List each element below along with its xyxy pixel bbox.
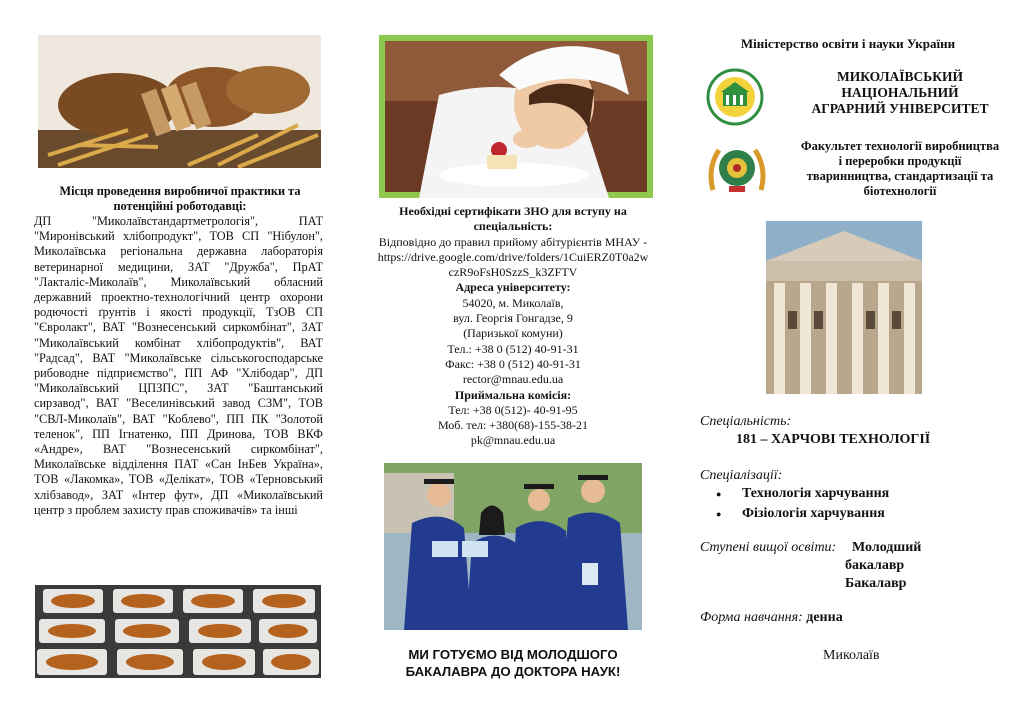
phone: Тел.: +38 0 (512) 40-91-31 — [447, 341, 579, 356]
slogan-line: БАКАЛАВРА ДО ДОКТОРА НАУК! — [405, 664, 621, 679]
faculty-emblem — [703, 140, 771, 196]
university-building-photo — [766, 221, 922, 394]
slogan-line: МИ ГОТУЄМО ВІД МОЛОДШОГО — [408, 647, 618, 662]
list-item: ● Фізіологія харчування — [716, 504, 889, 524]
email-link[interactable]: rector@mnau.edu.ua — [462, 372, 564, 387]
university-name-line: МИКОЛАЇВСЬКИЙ — [836, 69, 964, 84]
zno-link[interactable]: https://drive.google.com/drive/folders/1CuiERZ0T0a2wczR9oFsH0SzzS_k3ZFTV — [377, 249, 649, 280]
fax: Факс: +38 0 (512) 40-91-31 — [445, 356, 581, 371]
commission-title: Приймальна комісія: — [454, 387, 572, 402]
degree-item: бакалавр — [845, 558, 905, 573]
study-form — [700, 610, 843, 626]
practice-text: ДП "Миколаївстандартметрологія", ПАТ "Миронівський хлібопродукт", ТОВ СП "Нібулон", Миколаївська регіональна державна лабораторія ветеринарної медицини, ЗАТ "Дружба", ПрАТ "Лакталіс-Миколаїв", Миколаївський обласний державний проектно-технологічний центр охорони родючості ґрунтів і якості продукції, ТзОВ СП "Євролакт", ВАТ "Вознесенський сиркомбінат", ЗАТ "Миколаївський комбінат хлібопродуктів", ВАТ "Радсад", ВАТ "Миколаївське сільськогосподарське рибоводне підприємство", ПП АФ "Хлібодар", ДП "Миколаївський ЦПЗПС", ЗАТ "Баштанський сирзавод", ВАТ "Веселинівський завод СЗМ", ТОВ "СВЛ-Миколаїв", ВАТ "Коблево", ПП ПК "Золотой теленок", ПП Ігнатенко, ПП Дринова, ТОВ ВКФ «Андре», ВАТ "Вознесенський сиркомбінат", Миколаївське відділення ПАТ «Сан ІнБев Україна», ТОВ «Лакомка», ТОВ «Делікат», ТОВ «Терновський хлібзавод», ЗАТ «Інтер фут», ДП «Миколаївський центр з проблем захисту прав споживачів» та інші — [34, 214, 323, 517]
specialty-label — [700, 414, 791, 430]
commission-email-link[interactable]: pk@mnau.edu.ua — [470, 433, 556, 448]
list-item: ● Технологія харчування — [716, 484, 889, 504]
zno-rules: Відповідно до правил прийому абітурієнтів МНАУ - — [378, 234, 648, 249]
university-name-line: НАЦІОНАЛЬНИЙ — [841, 85, 959, 100]
address-line: вул. Георгія Гонгадзе, 9 — [453, 311, 573, 326]
degree-item: Бакалавр — [845, 576, 907, 591]
specialty-value: 181 – ХАРЧОВІ ТЕХНОЛОГІЇ — [736, 432, 931, 447]
university-name-line: АГРАРНИЙ УНІВЕРСИТЕТ — [811, 101, 989, 116]
address-title: Адреса університету: — [455, 280, 571, 295]
zno-title: Необхідні сертифікати ЗНО для вступу на спеціальність: — [399, 204, 627, 234]
commission-mobile: Моб. тел: +380(68)-155-38-21 — [437, 418, 589, 433]
degrees-label — [700, 540, 836, 556]
commission-phone: Тел: +38 0(512)- 40-91-95 — [448, 402, 578, 417]
specialty-label-text: Спеціальність: — [700, 414, 792, 429]
study-form-label: Форма навчання: — [700, 610, 803, 625]
degree-item: Молодший — [852, 540, 922, 555]
buffet-dishes-photo — [35, 585, 321, 678]
specializations-label-text: Спеціалізації: — [700, 468, 783, 483]
city: Миколаїв — [823, 648, 880, 663]
university-name — [790, 69, 1010, 117]
ministry-title: Міністерство освіти і науки України — [740, 36, 956, 51]
chef-photo — [379, 35, 653, 198]
bread-wheat-photo — [38, 35, 321, 168]
address-line: 54020, м. Миколаїв, — [462, 295, 564, 310]
specializations-list — [716, 484, 889, 524]
graduates-photo — [384, 463, 642, 630]
zno-section — [372, 204, 654, 449]
university-logo — [703, 68, 767, 126]
specializations-label — [700, 468, 782, 484]
study-form-value: денна — [806, 610, 843, 625]
faculty-name: Факультет технології виробництва і переробки продукції тваринництва, стандартизації та біотехнології — [800, 139, 1000, 198]
practice-title: Місця проведення виробничої практики та потенційні роботодавці: — [59, 184, 301, 213]
slogan — [372, 646, 654, 680]
degrees-label-text: Ступені вищої освіти: — [700, 540, 837, 555]
address-line: (Паризької комуни) — [463, 326, 563, 341]
